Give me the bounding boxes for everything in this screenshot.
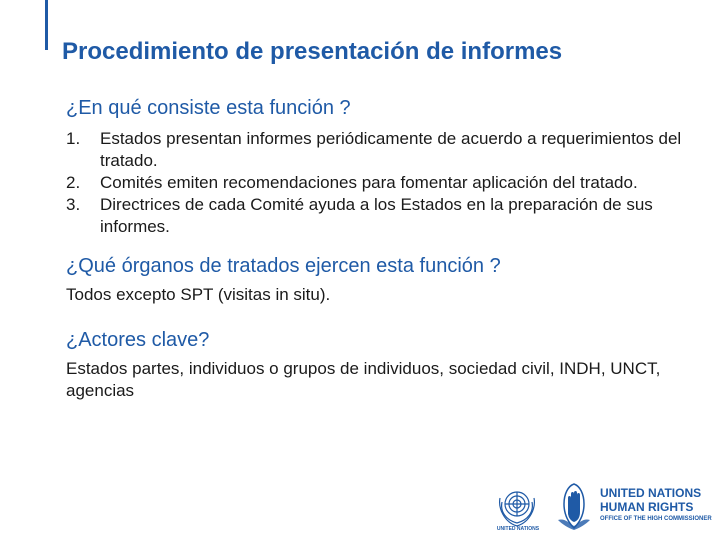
list-item-text: Estados presentan informes periódicamente de acuerdo a requerimientos del tratado.	[100, 129, 682, 170]
question-key-actors: ¿Actores clave?	[66, 329, 210, 351]
list-item	[66, 128, 696, 172]
ohchr-line-un: UNITED NATIONS	[600, 486, 702, 500]
un-emblem-caption: UNITED NATIONS	[496, 526, 540, 532]
list-item	[66, 194, 696, 238]
ohchr-dove-hand-icon	[556, 480, 592, 532]
title-accent-bar	[45, 0, 48, 50]
ohchr-line-human-rights: HUMAN RIGHTS	[600, 500, 694, 514]
list-item-text: Directrices de cada Comité ayuda a los Estados en la preparación de sus informes.	[100, 195, 653, 236]
answer-key-actors: Estados partes, individuos o grupos de individuos, sociedad civil, INDH, UNCT, agencias	[66, 359, 661, 400]
procedure-steps-list	[66, 128, 696, 238]
ohchr-line-office: OFFICE OF THE HIGH COMMISSIONER	[600, 516, 712, 522]
footer-logos	[490, 478, 710, 536]
list-item-number: 1.	[66, 129, 81, 148]
slide-content	[66, 96, 696, 402]
answer-which-bodies: Todos excepto SPT (visitas in situ).	[66, 285, 331, 304]
list-item-number: 2.	[66, 173, 81, 192]
list-item	[66, 172, 696, 194]
list-item-number: 3.	[66, 195, 81, 214]
question-which-bodies: ¿Qué órganos de tratados ejercen esta función ?	[66, 255, 501, 277]
slide-title: Procedimiento de presentación de informes	[62, 38, 563, 65]
ohchr-wordmark	[600, 486, 712, 524]
question-what-is-function: ¿En qué consiste esta función ?	[66, 97, 351, 119]
list-item-text: Comités emiten recomendaciones para fomentar aplicación del tratado.	[100, 173, 638, 192]
